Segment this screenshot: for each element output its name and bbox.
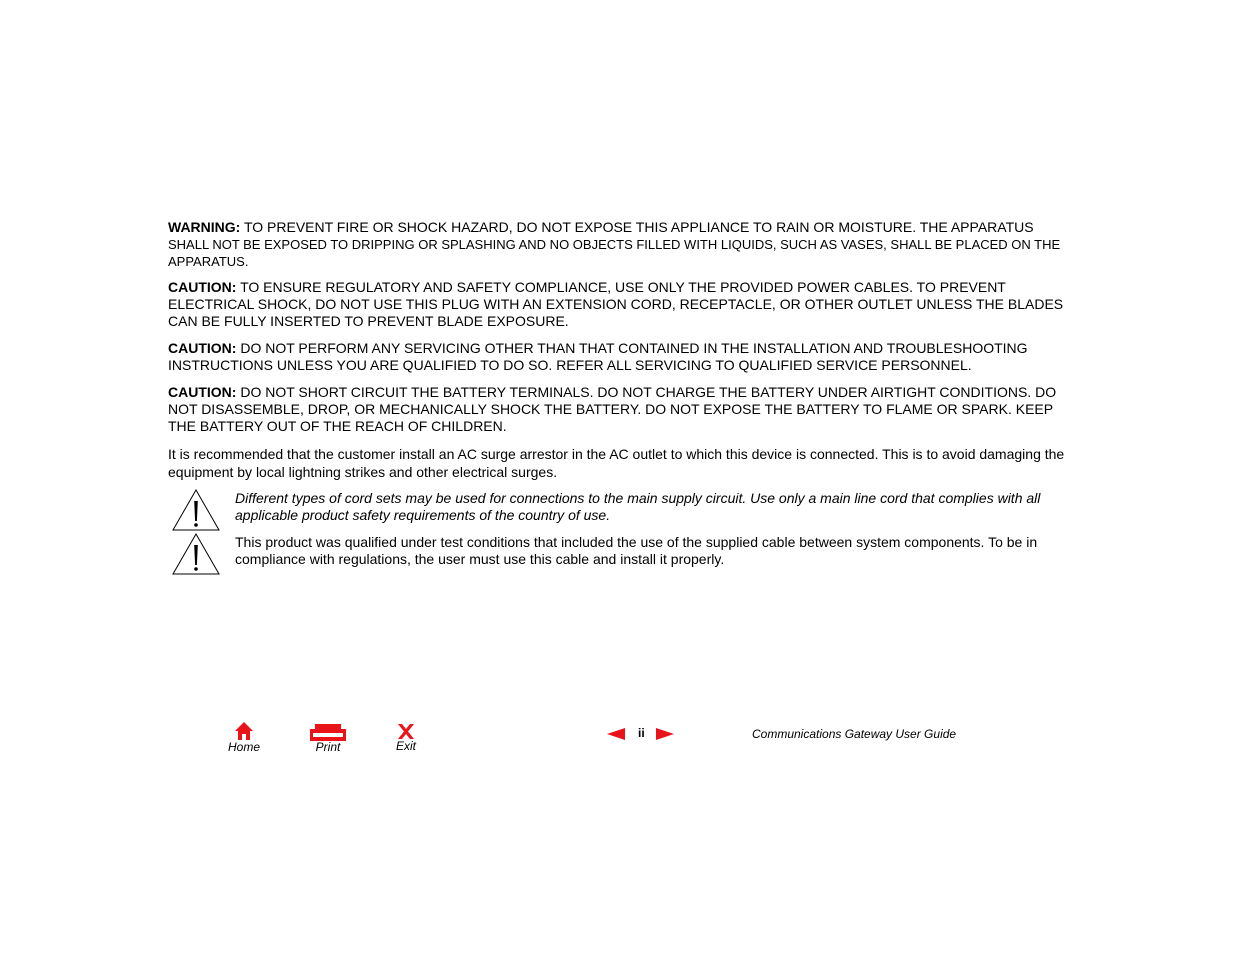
caution-text: TO ENSURE REGULATORY AND SAFETY COMPLIANCE, USE ONLY THE PROVIDED POWER CABLES. TO PREVENT ELECTRICAL SHOCK, DO NOT USE THIS PLUG WITH AN EXTENSION CORD, RECEPTACLE, OR OTHER OUTLET UNLESS THE BLADES CAN BE FULLY INSERTED TO PREVENT BLADE EXPOSURE. <box>168 279 1064 329</box>
warning-text: TO PREVENT FIRE OR SHOCK HAZARD, DO NOT EXPOSE THIS APPLIANCE TO RAIN OR MOISTURE. THE APPARATUS <box>240 219 1034 235</box>
caution-text: DO NOT SHORT CIRCUIT THE BATTERY TERMINALS. DO NOT CHARGE THE BATTERY UNDER AIRTIGHT CONDITIONS. DO NOT DISASSEMBLE, DROP, OR MECHANICALLY SHOCK THE BATTERY. DO NOT EXPOSE THE BATTERY TO FLAME OR SPARK. KEEP THE BATTERY OUT OF THE REACH OF CHILDREN. <box>168 384 1057 434</box>
supplied-cable-notice <box>168 534 1068 568</box>
warning-triangle-icon <box>172 489 220 531</box>
page-number: ii <box>638 726 645 740</box>
notice-text: This product was qualified under test conditions that included the use of the supplied cable between system components. To be in compliance with regulations, the user must use this cable and install it properly. <box>235 534 1038 567</box>
warning-paragraph <box>168 219 1068 270</box>
home-icon <box>234 721 254 741</box>
document-title: Communications Gateway User Guide <box>752 727 957 741</box>
caution-paragraph-battery <box>168 384 1068 435</box>
warning-text-tail: SHALL NOT BE EXPOSED TO DRIPPING OR SPLASHING AND NO OBJECTS FILLED WITH LIQUIDS, SUCH AS VASES, SHALL BE PLACED ON THE APPARATUS. <box>168 237 1061 269</box>
surge-arrestor-paragraph: It is recommended that the customer install an AC surge arrestor in the AC outlet to which this device is connected. This is to avoid damaging the equipment by local lightning strikes and other electrical surges. <box>168 446 1065 480</box>
caution-label: CAUTION: <box>168 384 237 400</box>
caution-paragraph-power-cables <box>168 279 1068 330</box>
close-icon <box>397 723 415 740</box>
caution-paragraph-servicing <box>168 340 1068 374</box>
warning-label: WARNING: <box>168 219 241 235</box>
caution-label: CAUTION: <box>168 279 237 295</box>
next-page-arrow-icon[interactable] <box>656 728 674 740</box>
caution-label: CAUTION: <box>168 340 237 356</box>
home-label: Home <box>227 740 260 754</box>
print-button[interactable] <box>306 724 350 754</box>
warning-triangle-icon <box>172 533 220 575</box>
print-label: Print <box>315 740 341 754</box>
printer-icon <box>310 724 346 741</box>
notice-text: Different types of cord sets may be used for connections to the main supply circuit. Use only a main line cord that complies with all applicable product safety requirements of the country of use. <box>235 490 1041 523</box>
document-body <box>168 219 1068 578</box>
caution-text: DO NOT PERFORM ANY SERVICING OTHER THAN THAT CONTAINED IN THE INSTALLATION AND TROUBLESHOOTING INSTRUCTIONS UNLESS YOU ARE QUALIFIED TO DO SO. REFER ALL SERVICING TO QUALIFIED SERVICE PERSONNEL. <box>168 340 1028 373</box>
cord-sets-notice <box>168 490 1068 524</box>
exit-label: Exit <box>395 739 416 753</box>
exit-button[interactable] <box>390 723 422 753</box>
previous-page-arrow-icon[interactable] <box>607 728 625 740</box>
home-button[interactable] <box>223 721 265 754</box>
